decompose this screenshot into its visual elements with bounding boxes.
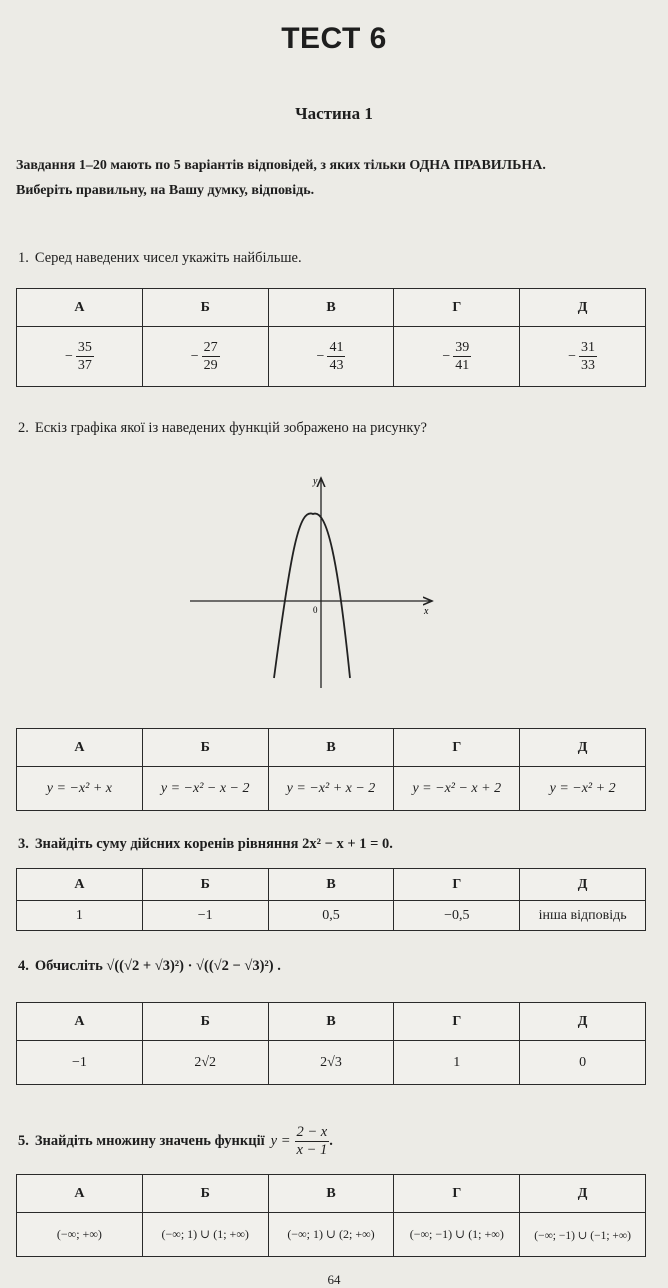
parabola-curve — [274, 513, 350, 678]
question-suffix: . — [329, 1133, 333, 1149]
answer-cell: 0,5 — [268, 901, 394, 931]
option-letter: Г — [394, 869, 520, 901]
answer-cell: 0 — [520, 1041, 646, 1085]
answer-cell — [268, 327, 394, 387]
function-denominator: x − 1 — [296, 1142, 328, 1158]
option-letter: Г — [394, 729, 520, 767]
fraction: − $\frac{27}{29}$ — [190, 340, 218, 373]
answer-cell: y = −x² + x − 2 — [268, 767, 394, 811]
fraction: − $\frac{35}{37}$ — [64, 340, 92, 373]
option-letter: Г — [394, 1175, 520, 1213]
instructions-line-1: Завдання 1–20 мають по 5 варіантів відповідей, з яких тільки ОДНА ПРАВИЛЬНА. — [16, 158, 546, 173]
answer-cell — [394, 327, 520, 387]
question-text: Серед наведених чисел укажіть найбільше. — [34, 250, 302, 266]
function-numerator: 2 − x — [296, 1124, 328, 1140]
option-letter: Б — [142, 1003, 268, 1041]
option-letter: Д — [520, 1003, 646, 1041]
option-letter: В — [268, 729, 394, 767]
part-heading: Частина 1 — [295, 104, 373, 123]
question-4 — [18, 958, 281, 975]
option-letter: Д — [520, 729, 646, 767]
fraction: − $\frac{41}{43}$ — [316, 340, 344, 373]
option-letter: Б — [142, 869, 268, 901]
parabola-graph — [186, 470, 446, 695]
answer-cell — [17, 327, 143, 387]
instructions-line-2: Виберіть правильну, на Вашу думку, відповідь. — [16, 183, 315, 198]
answer-cell: −0,5 — [394, 901, 520, 931]
option-letter: Г — [394, 289, 520, 327]
question-number: 2. — [18, 420, 29, 436]
option-letter: В — [268, 1003, 394, 1041]
answer-cell: −1 — [142, 901, 268, 931]
answer-cell: (−∞; −1) ∪ (−1; +∞) — [520, 1213, 646, 1257]
answer-cell: −1 — [17, 1041, 143, 1085]
option-letter: Д — [520, 869, 646, 901]
option-letter: Д — [520, 289, 646, 327]
answer-cell: 2√3 — [268, 1041, 394, 1085]
answer-table-3 — [16, 868, 646, 931]
origin-label: 0 — [313, 605, 318, 615]
option-letter: А — [17, 729, 143, 767]
fraction: − $\frac{31}{33}$ — [568, 340, 596, 373]
page-number: 64 — [327, 1272, 341, 1287]
question-3 — [18, 836, 393, 853]
answer-cell: 1 — [17, 901, 143, 931]
option-letter: Б — [142, 1175, 268, 1213]
question-number: 3. — [18, 836, 29, 852]
answer-cell: (−∞; 1) ∪ (2; +∞) — [268, 1213, 394, 1257]
answer-cell: y = −x² + x — [17, 767, 143, 811]
option-letter: Б — [142, 289, 268, 327]
answer-cell: y = −x² − x − 2 — [142, 767, 268, 811]
question-text: Знайдіть суму дійсних коренів рівняння 2x² − x + 1 = 0. — [34, 836, 393, 852]
answer-cell: y = −x² − x + 2 — [394, 767, 520, 811]
option-letter: А — [17, 1175, 143, 1213]
function-fraction — [295, 1124, 330, 1159]
answer-table-1 — [16, 288, 646, 387]
question-number: 4. — [18, 958, 29, 974]
question-5 — [18, 1124, 333, 1159]
answer-cell: 1 — [394, 1041, 520, 1085]
question-number: 5. — [18, 1133, 29, 1149]
instructions — [16, 153, 646, 203]
x-axis-label: x — [424, 606, 429, 617]
question-number: 1. — [18, 250, 29, 266]
option-letter: В — [268, 1175, 394, 1213]
question-text: Знайдіть множину значень функції — [34, 1133, 265, 1149]
answer-cell: (−∞; +∞) — [17, 1213, 143, 1257]
y-axis-label: y — [313, 476, 318, 487]
answer-table-5 — [16, 1174, 646, 1257]
option-letter: В — [268, 869, 394, 901]
answer-cell: 2√2 — [142, 1041, 268, 1085]
answer-cell — [520, 327, 646, 387]
option-letter: А — [17, 1003, 143, 1041]
fraction: − $\frac{39}{41}$ — [442, 340, 470, 373]
function-lhs: y = — [270, 1133, 291, 1149]
answer-cell — [142, 327, 268, 387]
option-letter: Д — [520, 1175, 646, 1213]
answer-table-4 — [16, 1002, 646, 1085]
question-text: Обчисліть √((√2 + √3)²) · √((√2 − √3)²) . — [34, 958, 281, 974]
answer-cell: (−∞; 1) ∪ (1; +∞) — [142, 1213, 268, 1257]
question-1 — [18, 250, 302, 267]
option-letter: В — [268, 289, 394, 327]
option-letter: А — [17, 869, 143, 901]
question-2 — [18, 420, 427, 437]
option-letter: Б — [142, 729, 268, 767]
question-text: Ескіз графіка якої із наведених функцій зображено на рисунку? — [34, 420, 427, 436]
answer-cell: (−∞; −1) ∪ (1; +∞) — [394, 1213, 520, 1257]
option-letter: Г — [394, 1003, 520, 1041]
answer-cell: інша відповідь — [520, 901, 646, 931]
answer-table-2 — [16, 728, 646, 811]
test-title: ТЕСТ 6 — [281, 22, 387, 55]
option-letter: А — [17, 289, 143, 327]
answer-cell: y = −x² + 2 — [520, 767, 646, 811]
